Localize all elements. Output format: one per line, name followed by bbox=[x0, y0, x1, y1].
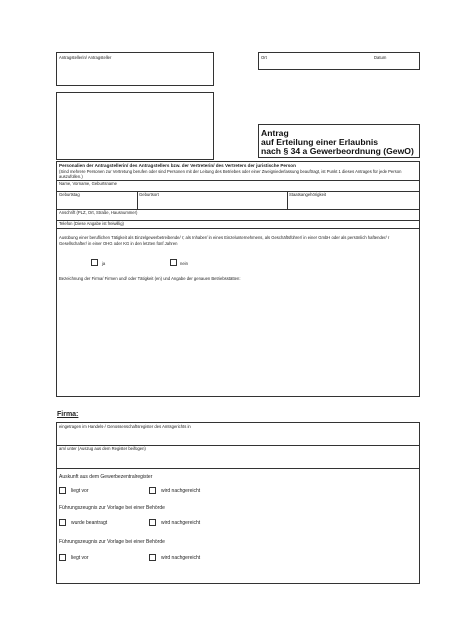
checkbox-yes[interactable] bbox=[91, 259, 98, 266]
checkbox-f2-available[interactable] bbox=[59, 554, 66, 561]
checkbox-f1-later[interactable] bbox=[149, 519, 156, 526]
divider bbox=[57, 191, 419, 192]
gz-option-1: liegt vor bbox=[71, 488, 89, 494]
checkbox-gz-later[interactable] bbox=[149, 487, 156, 494]
place-label: Ort bbox=[261, 55, 267, 60]
firma-section bbox=[56, 422, 420, 584]
checkbox-gz-available[interactable] bbox=[59, 487, 66, 494]
f1-option-2: wird nachgereicht bbox=[161, 520, 201, 526]
divider bbox=[287, 191, 288, 209]
address-label: Anschrift (PLZ, Ort, Straße, Hausnummer) bbox=[59, 210, 138, 215]
f2-option-2: wird nachgereicht bbox=[161, 555, 201, 561]
yes-label: ja bbox=[102, 261, 106, 266]
phone-label: Telefon (Diese Angabe ist freiwillig) bbox=[59, 221, 124, 226]
fuehrung-1-label: Führungszeugnis zur Vorlage bei einer Behörde bbox=[59, 505, 165, 511]
place-date-box bbox=[258, 52, 420, 70]
birthdate-label: Geburtstag bbox=[59, 192, 80, 197]
birthplace-label: Geburtsort bbox=[139, 192, 159, 197]
divider bbox=[57, 468, 419, 469]
checkbox-f1-requested[interactable] bbox=[59, 519, 66, 526]
applicant-label: Antragstellerin/ Antragsteller bbox=[59, 55, 112, 60]
gewerbezentralregister-label: Auskunft aus dem Gewerbezentralregister bbox=[59, 474, 153, 480]
personal-section bbox=[56, 161, 420, 397]
checkbox-f2-later[interactable] bbox=[149, 554, 156, 561]
f2-option-1: liegt vor bbox=[71, 555, 89, 561]
no-label: nein bbox=[180, 261, 188, 266]
divider bbox=[137, 191, 138, 209]
fuehrung-2-label: Führungszeugnis zur Vorlage bei einer Behörde bbox=[59, 539, 165, 545]
activity-question: Ausübung einer beruflichen Tätigkeit als Einzelgewerbetreibende/ r; als Inhaber/ in eines Einzelunternehmens, als Geschäftsführer/ in einer GmbH oder als persönlich haftender/ r Gesellschafter/ in einer OHG oder KG in den letzten fünf Jahren bbox=[59, 235, 390, 246]
register-label: eingetragen im Handels-/ Genossenschaftsregister des Amtsgerichts in bbox=[59, 424, 191, 429]
address-box[interactable] bbox=[56, 92, 214, 160]
nationality-label: Staatsangehörigkeit bbox=[289, 192, 327, 197]
personal-note: (Sind mehrere Personen zur Vertretung berufen oder sind Personen mit der Leitung des Betriebes oder einer Zweigniederlassung beauftragt, ist Punkt 1 dieses Antrages für jede Person auszufüllen.) bbox=[59, 169, 402, 179]
applicant-box[interactable] bbox=[56, 52, 214, 86]
title-box bbox=[258, 124, 420, 158]
title-line-3: nach § 34 a Gewerbeordnung (GewO) bbox=[261, 146, 414, 156]
divider bbox=[57, 228, 419, 229]
date-label: Datum bbox=[374, 55, 387, 60]
personal-heading: Personalien der Antragstellerin/ des Antragstellers bzw. der Vertreterin/ des Vertreters der juristische Person bbox=[59, 163, 296, 168]
gz-option-2: wird nachgereicht bbox=[161, 488, 201, 494]
title-line-2: auf Erteilung einer Erlaubnis bbox=[261, 137, 378, 147]
name-label: Name, Vorname, Geburtsname bbox=[59, 181, 117, 186]
description-label: Bezeichnung der Firma/ Firmen und/ oder Tätigkeit (en) und Angabe der genauen Betriebsstätten: bbox=[59, 276, 241, 281]
f1-option-1: wurde beantragt bbox=[71, 520, 108, 526]
title-line-1: Antrag bbox=[261, 128, 289, 138]
register-number-label: am/ unter (Auszug aus dem Register beifügen) bbox=[59, 446, 146, 451]
checkbox-no[interactable] bbox=[170, 259, 177, 266]
firma-heading: Firma: bbox=[57, 411, 79, 418]
